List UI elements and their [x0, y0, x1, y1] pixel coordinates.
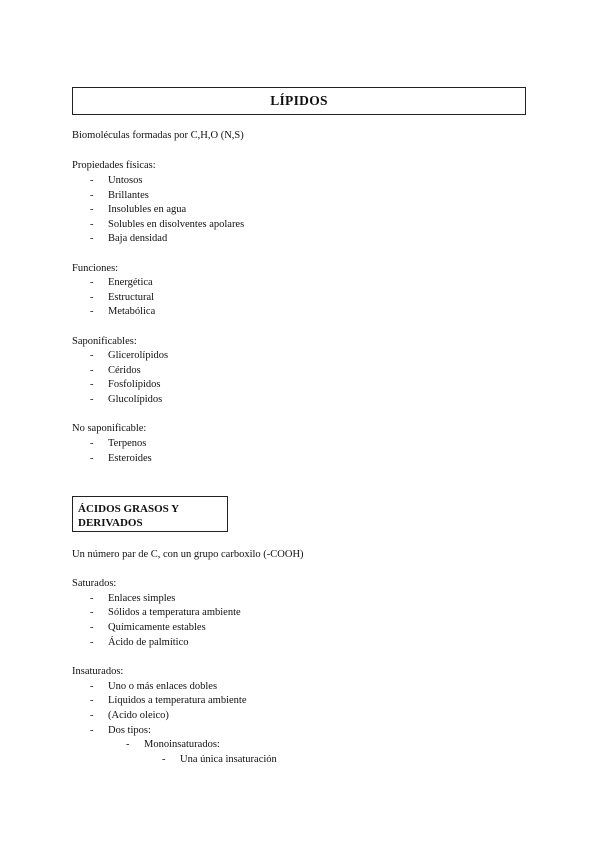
bullet: - — [90, 695, 94, 706]
list-item: (Acido oleico) — [108, 710, 169, 721]
unsaturated-heading: Insaturados: — [72, 666, 124, 677]
list-item: Céridos — [108, 365, 141, 376]
list-item: Brillantes — [108, 190, 149, 201]
sub-list-item: Monoinsaturados: — [144, 739, 220, 750]
list-item: Ácido de palmítico — [108, 637, 189, 648]
list-item: Solubles en disolventes apolares — [108, 219, 245, 230]
bullet: - — [90, 607, 94, 618]
sub-sub-bullet: - — [162, 754, 166, 765]
bullet: - — [90, 219, 94, 230]
page-title-text: LÍPIDOS — [270, 93, 328, 108]
intro-text: Biomoléculas formadas por C,H,O (N,S) — [72, 130, 244, 141]
bullet: - — [90, 233, 94, 244]
section2-intro: Un número par de C, con un grupo carboxilo (-COOH) — [72, 549, 304, 560]
list-item: Enlaces simples — [108, 593, 176, 604]
list-item: Insolubles en agua — [108, 204, 187, 215]
list-item: Energética — [108, 277, 153, 288]
sub-sub-list-item: Una única insaturación — [180, 754, 277, 765]
list-item: Baja densidad — [108, 233, 168, 244]
list-item: Líquidos a temperatura ambiente — [108, 695, 247, 706]
bullet: - — [90, 190, 94, 201]
bullet: - — [90, 593, 94, 604]
list-item: Uno o más enlaces dobles — [108, 681, 218, 692]
bullet: - — [90, 277, 94, 288]
list-item: Químicamente estables — [108, 622, 206, 633]
bullet: - — [90, 394, 94, 405]
list-item: Glicerolípidos — [108, 350, 169, 361]
bullet: - — [90, 292, 94, 303]
saponifiable-heading: Saponificables: — [72, 336, 137, 347]
list-item: Fosfolípidos — [108, 379, 161, 390]
section-title-line1: ÁCIDOS GRASOS Y — [78, 503, 180, 515]
bullet: - — [90, 438, 94, 449]
list-item: Estructural — [108, 292, 155, 303]
bullet: - — [90, 681, 94, 692]
bullet: - — [90, 379, 94, 390]
physical-heading: Propiedades físicas: — [72, 160, 156, 171]
bullet: - — [90, 453, 94, 464]
list-item: Dos tipos: — [108, 725, 151, 736]
page-title — [72, 87, 526, 115]
list-item: Esteroides — [108, 453, 152, 464]
functions-heading: Funciones: — [72, 263, 119, 274]
bullet: - — [90, 622, 94, 633]
section-title-box — [72, 496, 228, 532]
bullet: - — [90, 637, 94, 648]
list-item: Terpenos — [108, 438, 147, 449]
sub-bullet: - — [126, 739, 130, 750]
non-saponifiable-heading: No saponificable: — [72, 423, 147, 434]
list-item: Metabólica — [108, 306, 156, 317]
bullet: - — [90, 175, 94, 186]
bullet: - — [90, 710, 94, 721]
section-title-line2: DERIVADOS — [78, 517, 143, 529]
list-item: Sólidos a temperatura ambiente — [108, 607, 241, 618]
bullet: - — [90, 204, 94, 215]
list-item: Glucolípidos — [108, 394, 163, 405]
saturated-heading: Saturados: — [72, 578, 117, 589]
bullet: - — [90, 350, 94, 361]
list-item: Untosos — [108, 175, 143, 186]
bullet: - — [90, 306, 94, 317]
bullet: - — [90, 365, 94, 376]
bullet: - — [90, 725, 94, 736]
